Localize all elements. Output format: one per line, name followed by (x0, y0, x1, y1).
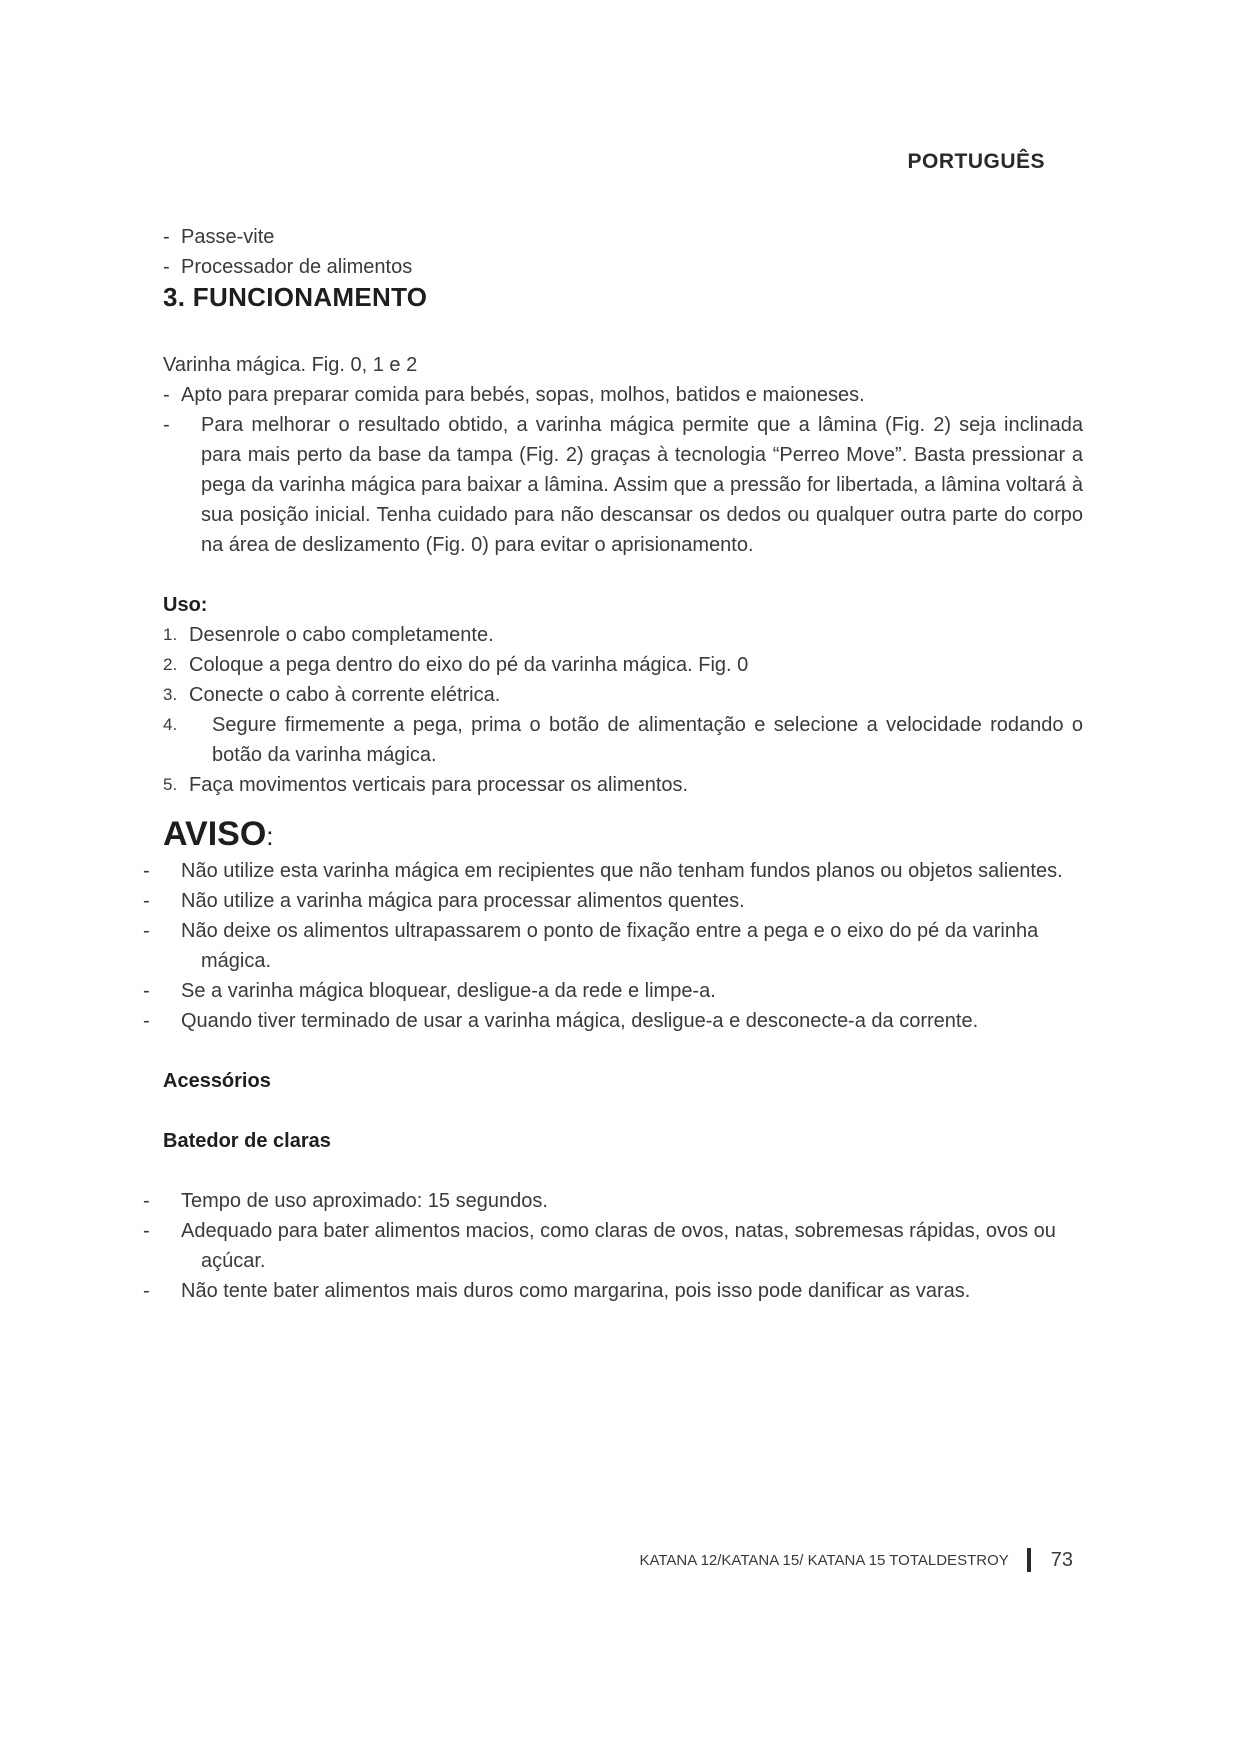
accessory-list (163, 1186, 1083, 1306)
list-item: - Passe-vite (163, 222, 1083, 252)
list-item: - Não tente bater alimentos mais duros como margarina, pois isso pode danificar as varas. (163, 1276, 1083, 1306)
step-text: Faça movimentos verticais para processar os alimentos. (189, 774, 689, 796)
step-text: Desenrole o cabo completamente. (189, 624, 494, 646)
uso-steps (163, 620, 1083, 800)
list-item: - Não utilize a varinha mágica para processar alimentos quentes. (163, 886, 1083, 916)
page-content (163, 222, 1083, 1306)
accessory-subtitle: Batedor de claras (163, 1130, 331, 1152)
list-item: - Quando tiver terminado de usar a varinha mágica, desligue-a e desconecte-a da corrente. (163, 1006, 1083, 1036)
footer-model: KATANA 12/KATANA 15/ KATANA 15 TOTALDESTROY (639, 1551, 1009, 1569)
warning-title: AVISO (163, 815, 267, 853)
language-header: PORTUGUÊS (907, 150, 1045, 173)
step-number: 4. (163, 715, 178, 734)
list-item: - Adequado para bater alimentos macios, como claras de ovos, natas, sobremesas rápidas, ovos ou açúcar. (163, 1216, 1083, 1276)
page-footer (639, 1548, 1073, 1572)
warning-colon: : (266, 821, 274, 851)
warning-heading (163, 814, 1083, 856)
list-item: - Não deixe os alimentos ultrapassarem o ponto de fixação entre a pega e o eixo do pé da varinha mágica. (163, 916, 1083, 976)
list-item: - Processador de alimentos (163, 252, 1083, 282)
list-item: - Tempo de uso aproximado: 15 segundos. (163, 1186, 1083, 1216)
accessories-title: Acessórios (163, 1070, 271, 1092)
step-item (163, 770, 1083, 800)
list-item: - Para melhorar o resultado obtido, a varinha mágica permite que a lâmina (Fig. 2) seja inclinada para mais perto da base da tampa (Fig. 2) graças à tecnologia “Perreo Move”. Basta pressionar a pega da varinha mágica para baixar a lâmina. Assim que a pressão for libertada, a lâmina voltará à sua posição inicial. Tenha cuidado para não descansar os dedos ou qualquer outra parte do corpo na área de deslizamento (Fig. 0) para evitar o aprisionamento. (163, 410, 1083, 560)
section-intro: Varinha mágica. Fig. 0, 1 e 2 (163, 354, 418, 376)
step-text: Segure firmemente a pega, prima o botão de alimentação e selecione a velocidade rodando o botão da varinha mágica. (212, 714, 1083, 766)
step-number: 1. (163, 625, 178, 644)
step-number: 2. (163, 655, 178, 674)
step-number: 3. (163, 685, 178, 704)
warning-list (163, 856, 1083, 1036)
step-item (163, 620, 1083, 650)
section-title: 3. FUNCIONAMENTO (163, 282, 428, 312)
intro-list (163, 222, 1083, 282)
step-item (163, 710, 1083, 770)
uso-title: Uso: (163, 594, 208, 616)
list-item: - Apto para preparar comida para bebés, sopas, molhos, batidos e maioneses. (163, 380, 1083, 410)
list-item: - Não utilize esta varinha mágica em recipientes que não tenham fundos planos ou objetos salientes. (163, 856, 1083, 886)
list-item: - Se a varinha mágica bloquear, desligue-a da rede e limpe-a. (163, 976, 1083, 1006)
step-number: 5. (163, 775, 178, 794)
footer-divider (1027, 1548, 1031, 1572)
step-text: Coloque a pega dentro do eixo do pé da varinha mágica. Fig. 0 (189, 654, 749, 676)
page-number: 73 (1050, 1548, 1073, 1571)
step-item (163, 680, 1083, 710)
step-text: Conecte o cabo à corrente elétrica. (189, 684, 501, 706)
step-item (163, 650, 1083, 680)
